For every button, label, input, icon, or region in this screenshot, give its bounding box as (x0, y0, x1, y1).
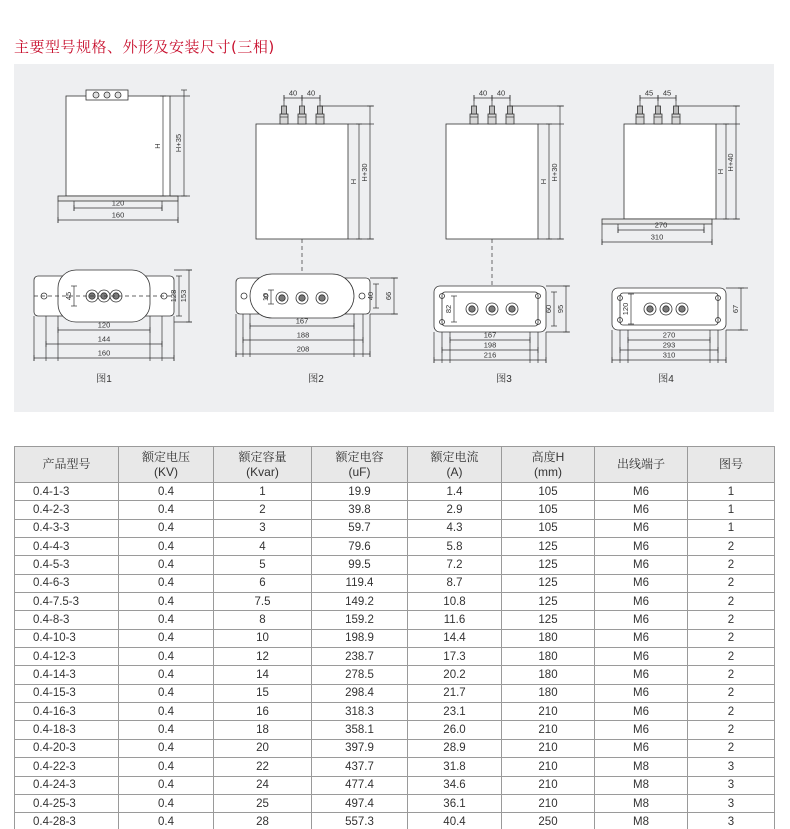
fig2-front-body (256, 124, 348, 239)
fig2-bolt-outer-dim-label: 208 (296, 344, 310, 354)
cell-figure: 2 (688, 556, 775, 574)
header-voltage-line: (KV) (154, 464, 178, 479)
cell-model: 0.4-20-3 (15, 739, 119, 757)
table-row (15, 519, 775, 537)
cell-model: 0.4-25-3 (15, 794, 119, 812)
cell-voltage: 0.4 (119, 684, 214, 702)
cell-figure: 3 (688, 813, 775, 829)
cell-current: 20.2 (408, 666, 502, 684)
fig3-bolt-outer-dim-label: 216 (483, 350, 497, 360)
header-voltage-line: 额定电压 (141, 449, 190, 464)
cell-capacity: 7.5 (214, 593, 312, 611)
cell-capacitance: 497.4 (312, 794, 408, 812)
table-row (15, 593, 775, 611)
cell-capacitance: 437.7 (312, 758, 408, 776)
cell-capacity: 6 (214, 574, 312, 592)
header-terminal-line: 出线端子 (616, 457, 665, 471)
table-row (15, 611, 775, 629)
cell-model: 0.4-6-3 (15, 574, 119, 592)
cell-voltage: 0.4 (119, 739, 214, 757)
fig4-foot-inner-dim-label: 270 (654, 220, 668, 230)
cell-terminal: M6 (595, 593, 688, 611)
fig4-label: 图4 (658, 374, 674, 385)
fig4-total-height-dim-label: H+40 (726, 153, 735, 172)
fig3-terminal-3-base (506, 114, 514, 124)
cell-height: 125 (502, 574, 595, 592)
fig4-terminal-1-base (636, 114, 644, 124)
cell-voltage: 0.4 (119, 593, 214, 611)
cell-figure: 2 (688, 666, 775, 684)
fig3-hole-offset-dim-label: 82 (444, 304, 453, 314)
cell-voltage: 0.4 (119, 483, 214, 501)
fig4-top-terminal-1-nut (647, 306, 653, 312)
header-height-line: (mm) (534, 464, 562, 479)
fig1-bolt-mid-dim-label: 144 (97, 334, 111, 344)
cell-figure: 2 (688, 684, 775, 702)
table-row (15, 776, 775, 794)
fig3-terminal-1-base (470, 114, 478, 124)
cell-terminal: M8 (595, 813, 688, 829)
cell-figure: 2 (688, 538, 775, 556)
dimension-drawings-panel (14, 64, 774, 412)
cell-capacity: 2 (214, 501, 312, 519)
cell-terminal: M8 (595, 758, 688, 776)
cell-terminal: M8 (595, 794, 688, 812)
fig4-terminal-3-stud (674, 106, 679, 114)
fig2-pitch-a-dim-label: 40 (288, 88, 298, 98)
cell-voltage: 0.4 (119, 758, 214, 776)
cell-height: 125 (502, 611, 595, 629)
table-row (15, 574, 775, 592)
fig1-depth-outer-dim-label: 153 (179, 289, 188, 303)
cell-current: 40.4 (408, 813, 502, 829)
header-voltage (119, 447, 214, 483)
header-terminal (595, 447, 688, 483)
cell-current: 1.4 (408, 483, 502, 501)
cell-model: 0.4-10-3 (15, 629, 119, 647)
table-row (15, 684, 775, 702)
fig1-bolt-inner-dim-label: 120 (97, 320, 111, 330)
cell-capacity: 28 (214, 813, 312, 829)
cell-current: 31.8 (408, 758, 502, 776)
cell-capacity: 22 (214, 758, 312, 776)
header-figure (688, 447, 775, 483)
fig2-hole-offset-dim-label: 10 (261, 292, 270, 302)
cell-height: 180 (502, 648, 595, 666)
fig4-bolt-inner-dim-label: 270 (662, 330, 676, 340)
fig3-terminal-2-base (488, 114, 496, 124)
fig3-bolt-inner-dim-label: 167 (483, 330, 497, 340)
header-current (408, 447, 502, 483)
cell-terminal: M6 (595, 611, 688, 629)
header-capacity-line: 额定容量 (238, 449, 287, 464)
cell-model: 0.4-8-3 (15, 611, 119, 629)
cell-model: 0.4-2-3 (15, 501, 119, 519)
cell-capacity: 14 (214, 666, 312, 684)
header-model-line: 产品型号 (42, 457, 91, 471)
fig3-label: 图3 (496, 374, 512, 385)
cell-capacitance: 19.9 (312, 483, 408, 501)
cell-capacity: 8 (214, 611, 312, 629)
fig2-top-terminal-2-nut (299, 295, 305, 301)
cell-model: 0.4-1-3 (15, 483, 119, 501)
cell-voltage: 0.4 (119, 519, 214, 537)
fig4-top-terminal-2-nut (663, 306, 669, 312)
cell-figure: 2 (688, 574, 775, 592)
cell-terminal: M6 (595, 556, 688, 574)
fig3-top-terminal-3-nut (509, 306, 515, 312)
cell-capacity: 24 (214, 776, 312, 794)
table-row (15, 629, 775, 647)
cell-height: 125 (502, 538, 595, 556)
cell-capacity: 16 (214, 703, 312, 721)
fig2-total-height-dim-label: H+30 (360, 163, 369, 182)
cell-height: 105 (502, 519, 595, 537)
cell-height: 210 (502, 703, 595, 721)
cell-height: 125 (502, 556, 595, 574)
fig4-bolt-mid-dim-label: 293 (662, 340, 676, 350)
cell-current: 4.3 (408, 519, 502, 537)
header-capacity-line: (Kvar) (246, 464, 279, 479)
fig1-total-height-dim-label: H+35 (174, 133, 183, 153)
cell-voltage: 0.4 (119, 776, 214, 794)
cell-figure: 3 (688, 758, 775, 776)
cell-capacitance: 149.2 (312, 593, 408, 611)
table-row (15, 813, 775, 829)
fig4-terminal-2-base (654, 114, 662, 124)
cell-terminal: M8 (595, 776, 688, 794)
fig4-bolt-outer-dim-label: 310 (662, 350, 676, 360)
cell-height: 210 (502, 739, 595, 757)
header-model (15, 447, 119, 483)
cell-current: 28.9 (408, 739, 502, 757)
cell-height: 210 (502, 721, 595, 739)
cell-capacitance: 159.2 (312, 611, 408, 629)
fig1-bolt-outer-dim-label: 160 (97, 348, 111, 358)
cell-current: 11.6 (408, 611, 502, 629)
cell-capacitance: 59.7 (312, 519, 408, 537)
cell-capacitance: 358.1 (312, 721, 408, 739)
cell-capacity: 15 (214, 684, 312, 702)
cell-voltage: 0.4 (119, 501, 214, 519)
fig1-terminal-3 (115, 92, 121, 98)
cell-model: 0.4-12-3 (15, 648, 119, 666)
dimension-drawings (14, 64, 774, 412)
header-current-line: (A) (446, 464, 463, 479)
cell-model: 0.4-15-3 (15, 684, 119, 702)
table-row (15, 703, 775, 721)
cell-capacitance: 119.4 (312, 574, 408, 592)
fig4-top-terminal-3-nut (679, 306, 685, 312)
cell-voltage: 0.4 (119, 648, 214, 666)
cell-voltage: 0.4 (119, 703, 214, 721)
fig1-depth-inner-dim-label: 128 (169, 289, 178, 303)
fig3-terminal-3-stud (508, 106, 513, 114)
fig4-terminal-2-stud (656, 106, 661, 114)
cell-terminal: M6 (595, 684, 688, 702)
header-capacitance-line: (uF) (348, 464, 371, 479)
cell-model: 0.4-18-3 (15, 721, 119, 739)
cell-terminal: M6 (595, 501, 688, 519)
cell-capacitance: 298.4 (312, 684, 408, 702)
cell-height: 105 (502, 483, 595, 501)
cell-capacity: 3 (214, 519, 312, 537)
cell-model: 0.4-28-3 (15, 813, 119, 829)
fig4-height-dim-label: H (716, 168, 725, 175)
fig2-height-dim-label: H (349, 178, 358, 185)
cell-figure: 2 (688, 611, 775, 629)
cell-model: 0.4-16-3 (15, 703, 119, 721)
cell-capacitance: 79.6 (312, 538, 408, 556)
cell-capacitance: 39.8 (312, 501, 408, 519)
cell-figure: 2 (688, 721, 775, 739)
fig1-foot-inner-dim-label: 120 (111, 198, 125, 208)
fig3-total-height-dim-label: H+30 (550, 163, 559, 182)
fig4-front-body (624, 124, 716, 219)
cell-current: 5.8 (408, 538, 502, 556)
cell-voltage: 0.4 (119, 556, 214, 574)
cell-terminal: M6 (595, 703, 688, 721)
cell-current: 34.6 (408, 776, 502, 794)
cell-model: 0.4-7.5-3 (15, 593, 119, 611)
header-height (502, 447, 595, 483)
fig2-terminal-3-stud (318, 106, 323, 114)
fig4-pitch-b-dim-label: 45 (662, 88, 672, 98)
fig4-depth-inner-dim-label: 120 (621, 302, 630, 316)
header-current-line: 额定电流 (430, 449, 479, 464)
cell-terminal: M6 (595, 538, 688, 556)
cell-current: 14.4 (408, 629, 502, 647)
cell-model: 0.4-14-3 (15, 666, 119, 684)
fig3-terminal-1-stud (472, 106, 477, 114)
fig4-pitch-a-dim-label: 45 (644, 88, 654, 98)
fig3-bolt-mid-dim-label: 198 (483, 340, 497, 350)
fig2-bolt-inner-dim-label: 167 (295, 316, 309, 326)
cell-current: 10.8 (408, 593, 502, 611)
fig4-terminal-3-base (672, 114, 680, 124)
cell-capacity: 10 (214, 629, 312, 647)
fig1-terminal-1 (93, 92, 99, 98)
fig2-terminal-2-base (298, 114, 306, 124)
header-capacitance-line: 额定电容 (335, 449, 384, 464)
spec-table (14, 446, 775, 829)
cell-capacitance: 198.9 (312, 629, 408, 647)
fig2-terminal-3-base (316, 114, 324, 124)
cell-current: 23.1 (408, 703, 502, 721)
fig3-depth-inner-dim-label: 60 (544, 304, 553, 314)
cell-figure: 1 (688, 519, 775, 537)
cell-model: 0.4-3-3 (15, 519, 119, 537)
fig2-terminal-1-base (280, 114, 288, 124)
cell-current: 26.0 (408, 721, 502, 739)
table-row (15, 666, 775, 684)
table-row (15, 556, 775, 574)
cell-current: 7.2 (408, 556, 502, 574)
cell-voltage: 0.4 (119, 538, 214, 556)
cell-capacity: 18 (214, 721, 312, 739)
cell-height: 180 (502, 629, 595, 647)
table-row (15, 758, 775, 776)
fig3-pitch-a-dim-label: 40 (478, 88, 488, 98)
cell-height: 210 (502, 758, 595, 776)
fig2-label: 图2 (308, 374, 324, 385)
cell-terminal: M6 (595, 519, 688, 537)
cell-terminal: M6 (595, 629, 688, 647)
table-row (15, 794, 775, 812)
header-height-line: 高度H (531, 449, 565, 464)
fig3-top-terminal-2-nut (489, 306, 495, 312)
fig1-height-dim-label: H (153, 143, 162, 149)
table-body (15, 483, 775, 829)
cell-voltage: 0.4 (119, 574, 214, 592)
table-header-row (15, 447, 775, 483)
cell-terminal: M6 (595, 574, 688, 592)
fig2-top-terminal-3-nut (319, 295, 325, 301)
cell-capacitance: 99.5 (312, 556, 408, 574)
cell-voltage: 0.4 (119, 611, 214, 629)
cell-height: 210 (502, 776, 595, 794)
cell-height: 210 (502, 794, 595, 812)
cell-voltage: 0.4 (119, 629, 214, 647)
cell-figure: 1 (688, 483, 775, 501)
cell-voltage: 0.4 (119, 794, 214, 812)
fig2-bolt-mid-dim-label: 188 (296, 330, 310, 340)
fig2-terminal-1-stud (282, 106, 287, 114)
fig3-depth-outer-dim-label: 95 (556, 304, 565, 314)
cell-figure: 2 (688, 648, 775, 666)
header-capacity (214, 447, 312, 483)
cell-height: 180 (502, 666, 595, 684)
cell-capacity: 4 (214, 538, 312, 556)
cell-model: 0.4-4-3 (15, 538, 119, 556)
fig3-front-body (446, 124, 538, 239)
cell-figure: 2 (688, 739, 775, 757)
fig4-terminal-1-stud (638, 106, 643, 114)
cell-figure: 2 (688, 593, 775, 611)
fig3-terminal-2-stud (490, 106, 495, 114)
cell-capacity: 12 (214, 648, 312, 666)
fig1-terminal-2 (104, 92, 110, 98)
cell-height: 125 (502, 593, 595, 611)
cell-capacity: 25 (214, 794, 312, 812)
fig1-hole-offset-dim-label: 45 (64, 291, 73, 301)
fig2-depth-inner-dim-label: 40 (366, 291, 375, 301)
cell-capacitance: 278.5 (312, 666, 408, 684)
fig1-label: 图1 (96, 374, 112, 385)
table-row (15, 501, 775, 519)
cell-current: 8.7 (408, 574, 502, 592)
cell-figure: 2 (688, 629, 775, 647)
cell-capacitance: 557.3 (312, 813, 408, 829)
table-row (15, 721, 775, 739)
cell-voltage: 0.4 (119, 721, 214, 739)
cell-capacity: 5 (214, 556, 312, 574)
fig4-foot-outer-dim-label: 310 (650, 232, 664, 242)
cell-capacity: 20 (214, 739, 312, 757)
fig1-foot-outer-dim-label: 160 (111, 210, 125, 220)
cell-current: 2.9 (408, 501, 502, 519)
header-capacitance (312, 447, 408, 483)
cell-capacitance: 397.9 (312, 739, 408, 757)
cell-height: 105 (502, 501, 595, 519)
fig2-terminal-2-stud (300, 106, 305, 114)
table-row (15, 483, 775, 501)
fig2-depth-outer-dim-label: 66 (384, 291, 393, 301)
table-row (15, 739, 775, 757)
cell-current: 21.7 (408, 684, 502, 702)
cell-voltage: 0.4 (119, 813, 214, 829)
cell-capacitance: 318.3 (312, 703, 408, 721)
fig2-top-terminal-1-nut (279, 295, 285, 301)
cell-height: 180 (502, 684, 595, 702)
cell-capacity: 1 (214, 483, 312, 501)
cell-terminal: M6 (595, 648, 688, 666)
fig4-depth-outer-dim-label: 67 (731, 304, 740, 314)
cell-current: 17.3 (408, 648, 502, 666)
page-title: 主要型号规格、外形及安装尺寸(三相) (14, 38, 275, 56)
cell-model: 0.4-24-3 (15, 776, 119, 794)
cell-voltage: 0.4 (119, 666, 214, 684)
cell-figure: 3 (688, 776, 775, 794)
cell-model: 0.4-22-3 (15, 758, 119, 776)
cell-current: 36.1 (408, 794, 502, 812)
cell-figure: 1 (688, 501, 775, 519)
cell-terminal: M6 (595, 483, 688, 501)
cell-model: 0.4-5-3 (15, 556, 119, 574)
fig3-pitch-b-dim-label: 40 (496, 88, 506, 98)
cell-terminal: M6 (595, 666, 688, 684)
fig3-height-dim-label: H (539, 178, 548, 185)
cell-terminal: M6 (595, 739, 688, 757)
cell-capacitance: 477.4 (312, 776, 408, 794)
cell-terminal: M6 (595, 721, 688, 739)
cell-figure: 2 (688, 703, 775, 721)
fig3-top-terminal-1-nut (469, 306, 475, 312)
cell-height: 250 (502, 813, 595, 829)
cell-figure: 3 (688, 794, 775, 812)
table-row (15, 538, 775, 556)
header-figure-line: 图号 (718, 457, 743, 471)
table-row (15, 648, 775, 666)
cell-capacitance: 238.7 (312, 648, 408, 666)
fig2-pitch-b-dim-label: 40 (306, 88, 316, 98)
